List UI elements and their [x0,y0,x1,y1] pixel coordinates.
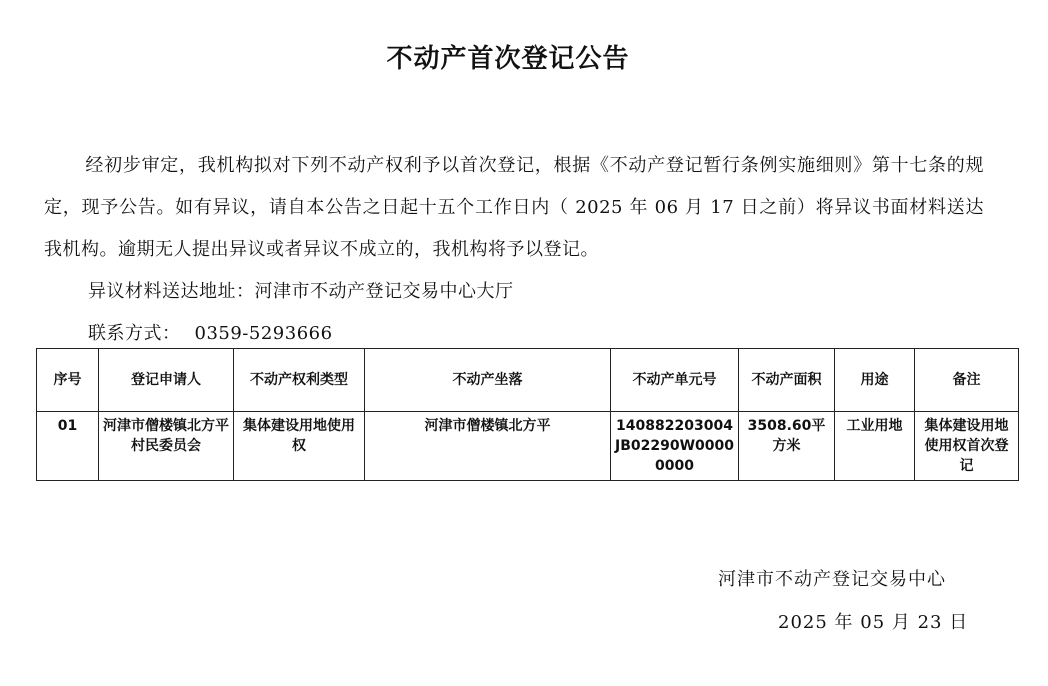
contact-phone: 0359-5293666 [194,323,333,344]
cell-area: 3508.60平方米 [739,412,835,481]
objection-address: 异议材料送达地址：河津市不动产登记交易中心大厅 [88,281,514,302]
cell-applicant: 河津市僧楼镇北方平村民委员会 [99,412,234,481]
issue-date: 2025 年 05 月 23 日 [778,612,969,633]
table-header-row [37,349,1019,412]
contact-label: 联系方式： [88,323,181,344]
announcement-paragraph: 经初步审定，我机构拟对下列不动产权利予以首次登记，根据《不动产登记暂行条例实施细则》第十七条的规定，现予公告。如有异议，请自本公告之日起十五个工作日内（ 2025 年 06 月 17 日之前）将异议书面材料送达我机构。逾期无人提出异议或者异议不成立的，我机构将予以登记。 [44,155,984,260]
header-cell-index: 序号 [37,349,99,412]
issuing-organization: 河津市不动产登记交易中心 [718,569,946,590]
header-cell-applicant: 登记申请人 [99,349,234,412]
page-title: 不动产首次登记公告 [386,44,630,74]
cell-usage: 工业用地 [835,412,915,481]
header-cell-location: 不动产坐落 [365,349,611,412]
cell-unit-number: 140882203004JB02290W00000000 [611,412,739,481]
table-row [37,412,1019,481]
header-cell-usage: 用途 [835,349,915,412]
header-cell-remarks: 备注 [915,349,1019,412]
header-cell-area: 不动产面积 [739,349,835,412]
header-cell-unit-number: 不动产单元号 [611,349,739,412]
announcement-body [44,145,984,355]
cell-index: 01 [37,412,99,481]
registration-table [36,348,1019,481]
header-cell-right-type: 不动产权利类型 [234,349,365,412]
cell-location: 河津市僧楼镇北方平 [365,412,611,481]
cell-remarks: 集体建设用地使用权首次登记 [915,412,1019,481]
cell-right-type: 集体建设用地使用权 [234,412,365,481]
